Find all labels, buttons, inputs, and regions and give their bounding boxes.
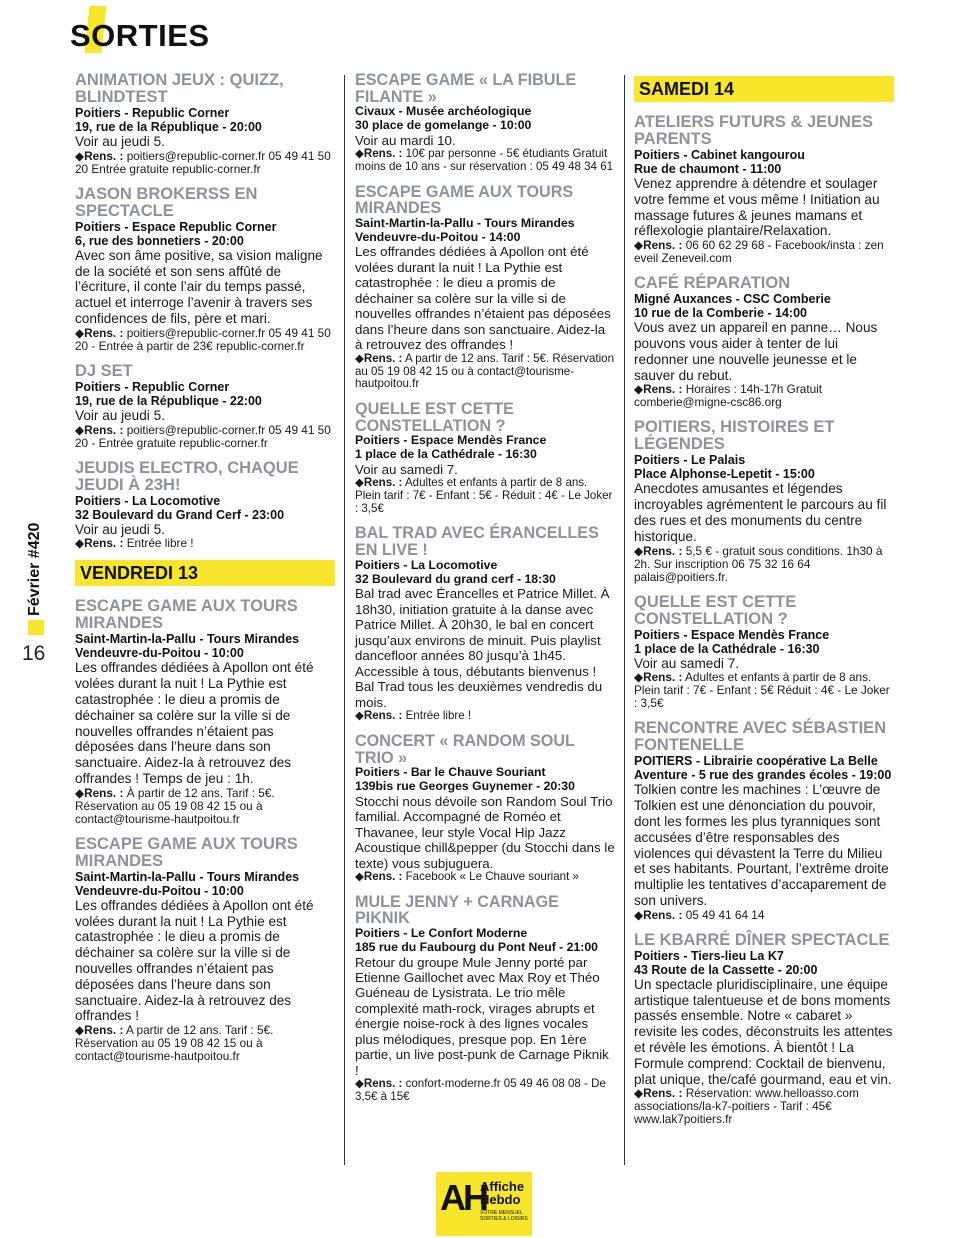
event-description: Vous avez un appareil en panne… Nous pouvons vous aider à tenter de lui redonner une nouvelle jeunesse et le sauver du rebut. [634, 320, 878, 383]
event-description: Un spectacle pluridisciplinaire, une équipe artistique talentueuse et de bons moments passés ensemble. Notre « cabaret » revisite les codes, déconstruits les attentes et révèle les émotions. À bientôt ! La Formule comprend: Cocktail de bienvenu, plat unique, the/café gourmand, eau et vin. [634, 976, 893, 1087]
event-venue: Saint-Martin-la-Pallu - Tours Mirandes [75, 632, 300, 647]
event-title: QUELLE EST CETTE CONSTELLATION ? [634, 592, 797, 628]
event-address-time: 32 Boulevard du Grand Cerf - 23:00 [75, 507, 285, 522]
event-description: Bal trad avec Érancelles et Patrice Millet. À 18h30, initiation gratuite à la danse avec Patrice Millet. À 20h30, le bal en concert jusqu’aux environs de minuit. Puis playlist dancefloor années 80 jusqu’à 1h45. Accessible à tous, débutants bienvenus ! Bal Trad tous les deuxièmes vendredis du mois. [355, 586, 610, 710]
event-venue: Poitiers - Bar le Chauve Souriant [355, 765, 546, 780]
event-description: Les offrandes dédiées à Apollon ont été volées durant la nuit ! La Pythie est catastrophée : le dieu a promis de déchainer sa colère sur la ville si de nouvelles offrandes n’étaient pas déposées dans l’heure dans son sanctuaire. Aidez-la à retrouvez des offrandes ! Temps de jeu : 1h. [75, 660, 314, 786]
event-description: Voir au samedi 7. [355, 461, 458, 477]
event-info [355, 871, 615, 884]
event-address-time: 19, rue de la République - 22:00 [75, 393, 262, 408]
event-listing [634, 275, 894, 409]
event-listing [355, 733, 615, 884]
info-label: ◆Rens. : [355, 352, 403, 365]
event-title: ESCAPE GAME AUX TOURS MIRANDES [75, 597, 298, 633]
event-title: JASON BROKERSS EN SPECTACLE [75, 184, 258, 220]
event-description: Les offrandes dédiées à Apollon ont été volées durant la nuit ! La Pythie est catastrophée : le dieu a promis de déchainer sa colère sur la ville si de nouvelles offrandes n’étaient pas déposées dans l’heure dans son sanctuaire. Aidez-la à retrouvez des offrandes ! [355, 244, 611, 353]
event-listing [634, 932, 894, 1127]
section-title: SORTIES [70, 18, 210, 53]
event-description: Les offrandes dédiées à Apollon ont été volées durant la nuit ! La Pythie est catastrophée : le dieu a promis de déchainer sa colère sur la ville si de nouvelles offrandes n’étaient pas déposées dans l’heure dans son sanctuaire. Aidez-la à retrouvez des offrandes ! [75, 897, 314, 1024]
event-info [634, 383, 894, 409]
event-venue: Poitiers - Espace Mendès France [634, 627, 830, 642]
event-description: Tolkien contre les machines : L’œuvre de Tolkien est une dénonciation du pouvoir, dont les formes les plus tyranniques sont accusées d’être responsables des violences qui dévastent la Terre du Milieu et ses habitants. Pourtant, l’extrême droite multiplie les tentatives d’accaparement de son univers. [634, 782, 889, 908]
page-number: 16 [22, 642, 46, 665]
event-info [634, 545, 894, 584]
event-listing [355, 72, 615, 174]
event-title: DJ SET [75, 361, 133, 380]
event-address-time: 43 Route de la Cassette - 20:00 [634, 962, 818, 977]
event-description: Voir au jeudi 5. [75, 407, 165, 423]
event-venue: Saint-Martin-la-Pallu - Tours Mirandes [355, 216, 575, 231]
info-text: Adultes et enfants à partir de 8 ans. Plein tarif : 7€ - Enfant : 5€ - Réduit : 4€ - Le Joker : 3,5€ [355, 477, 613, 515]
event-listing [75, 460, 335, 551]
event-venue: Poitiers - La Locomotive [355, 557, 498, 572]
info-label: ◆Rens. : [355, 710, 403, 723]
info-label: ◆Rens. : [75, 148, 124, 163]
event-title: MULE JENNY + CARNAGE PIKNIK [355, 892, 559, 928]
column-divider-1 [344, 75, 345, 1165]
info-text: poitiers@republic-corner.fr 05 49 41 50 20 Entrée gratuite republic-corner.fr [75, 148, 331, 176]
event-venue: Poitiers - La Locomotive [75, 493, 221, 508]
event-address-time: 30 place de gomelange - 10:00 [355, 118, 532, 133]
event-description: Voir au jeudi 5. [75, 134, 165, 149]
day-heading: VENDREDI 13 [75, 560, 335, 586]
event-info [75, 327, 335, 353]
logo-line-1: Affiche [480, 1179, 525, 1194]
info-text: confort-moderne.fr 05 49 46 08 08 - De 3,5€ à 15€ [355, 1078, 606, 1104]
info-label: ◆Rens. : [634, 907, 683, 922]
event-venue: POITIERS - Librairie coopérative La Belle Aventure - 5 rue des grandes écoles - 19:00 [634, 754, 892, 783]
info-text: Entrée libre ! [126, 536, 194, 551]
info-text: À partir de 12 ans. Tarif : 5€. Réservation au 05 19 08 42 15 ou à contact@tourisme-hautpoitou.fr [75, 785, 275, 826]
event-venue: Poitiers - Espace Mendès France [355, 433, 547, 448]
event-info [355, 1078, 615, 1103]
day-heading: SAMEDI 14 [634, 76, 894, 102]
event-info [355, 710, 615, 723]
event-info [75, 150, 335, 176]
event-listing [634, 594, 894, 711]
event-venue: Poitiers - Republic Corner [75, 106, 230, 120]
event-info [75, 424, 335, 450]
event-listing [634, 720, 894, 921]
info-label: ◆Rens. : [355, 477, 403, 490]
event-venue: Saint-Martin-la-Pallu - Tours Mirandes [75, 869, 300, 884]
listing-column-2 [355, 72, 615, 1114]
listing-column-3 [634, 72, 894, 1136]
event-address-time: Vendeuvre-du-Poitou - 14:00 [355, 229, 521, 244]
listing-column-1 [75, 72, 335, 1073]
section-header [70, 6, 210, 56]
info-label: ◆Rens. : [75, 785, 124, 800]
info-label: ◆Rens. : [355, 148, 403, 161]
info-text: 05 49 41 64 14 [685, 907, 765, 922]
info-text: A partir de 12 ans. Tarif : 5€. Réservation au 05 19 08 42 15 ou à contact@tourisme-hautpoitou.fr [75, 1023, 274, 1064]
event-address-time: 32 Boulevard du grand cerf - 18:30 [355, 571, 556, 586]
event-listing [75, 72, 335, 176]
event-venue: Poitiers - Republic Corner [75, 379, 230, 394]
event-description: Venez apprendre à détendre et soulager votre femme et vous même ! Initiation au massage futures & jeunes mamans et réflexologie plantaire/Relaxation. [634, 176, 880, 239]
event-venue: Poitiers - Espace Republic Corner [75, 219, 277, 234]
event-description: Stocchi nous dévoile son Random Soul Trio familial. Accompagné de Roméo et Thavanee, leur style Vocal Hip Jazz Acoustique chill&pepper (du Stocchi dans le texte) vous subjuguera. [355, 793, 615, 871]
event-address-time: Rue de chaumont - 11:00 [634, 162, 782, 176]
event-title: ESCAPE GAME AUX TOURS MIRANDES [355, 182, 574, 218]
event-description: Retour du groupe Mule Jenny porté par Etienne Gaillochet avec Max Roy et Théo Guéneau de Lysistrata. Le trio mêle complexité math-rock, virages abrupts et énergie noise-rock à des lignes vocales plus mélodiques, presque pop. En 1ère partie, un live post-punk de Carnage Piknik ! [355, 954, 609, 1078]
event-title: ESCAPE GAME AUX TOURS MIRANDES [75, 834, 298, 870]
event-info [75, 787, 335, 826]
info-label: ◆Rens. : [75, 536, 124, 551]
event-address-time: 1 place de la Cathédrale - 16:30 [355, 447, 537, 462]
info-label: ◆Rens. : [355, 871, 403, 884]
event-venue: Poitiers - Tiers-lieu La K7 [634, 948, 784, 963]
event-venue: Poitiers - Le Confort Moderne [355, 926, 528, 941]
logo-tagline: VOTRE MENSUEL SORTIES & LOISIRS [480, 1210, 528, 1222]
info-text: Entrée libre ! [405, 710, 472, 723]
event-info [634, 1087, 894, 1126]
event-listing [634, 419, 894, 583]
column-divider-2 [624, 75, 625, 1165]
info-text: 10€ par personne - 5€ étudiants Gratuit moins de 10 ans - sur réservation : 05 49 48 34 61 [355, 148, 614, 173]
event-description: Anecdotes amusantes et légendes incroyables agrémentent le parcours au fil des rues et des monuments du centre historique. [634, 481, 887, 544]
info-text: 06 60 62 29 68 - Facebook/insta : zen eveil Zeneveil.com [634, 238, 884, 266]
event-info [634, 671, 894, 710]
info-text: poitiers@republic-corner.fr 05 49 41 50 20 - Entrée à partir de 23€ republic-corner.fr [75, 325, 331, 353]
info-label: ◆Rens. : [75, 1023, 124, 1038]
issue-label: Février #420 [26, 522, 43, 616]
event-address-time: 185 rue du Faubourg du Pont Neuf - 21:00 [355, 939, 598, 954]
info-label: ◆Rens. : [75, 422, 124, 437]
event-listing [75, 836, 335, 1063]
event-title: CONCERT « RANDOM SOUL TRIO » [355, 731, 575, 767]
event-title: LE KBARRÉ DÎNER SPECTACLE [634, 930, 890, 949]
info-text: Horaires : 14h-17h Gratuit comberie@migne-csc86.org [634, 382, 823, 410]
event-address-time: Vendeuvre-du-Poitou - 10:00 [75, 646, 244, 661]
event-address-time: 6, rue des bonnetiers - 20:00 [75, 233, 244, 248]
event-venue: Poitiers - Le Palais [634, 453, 746, 468]
event-title: CAFÉ RÉPARATION [634, 274, 791, 293]
event-title: POITIERS, HISTOIRES ET LÉGENDES [634, 418, 835, 454]
affiche-hebdo-logo [436, 1172, 532, 1236]
event-info [355, 477, 615, 515]
info-label: ◆Rens. : [634, 238, 683, 253]
info-label: ◆Rens. : [634, 543, 683, 558]
event-venue: Migné Auxances - CSC Comberie [634, 292, 831, 307]
info-text: Adultes et enfants à partir de 8 ans. Plein tarif : 7€ - Enfant : 5€ Réduit : 4€ - Le Joker : 3,5€ [634, 670, 890, 711]
info-text: Facebook « Le Chauve souriant » [405, 871, 579, 884]
event-info [634, 909, 894, 922]
event-address-time: 19, rue de la République - 20:00 [75, 120, 262, 134]
info-text: 5,5 € - gratuit sous conditions. 1h30 à 2h. Sur inscription 06 75 32 16 64 palais@poitiers.fr. [634, 543, 883, 584]
event-description: Avec son âme positive, sa vision maligne de la société et son sens affûté de l’écriture, il conte l’air du temps passé, actuel et interroge l’avenir à travers ses confidences de fils, père et mari. [75, 247, 323, 326]
event-address-time: Place Alphonse-Lepetit - 15:00 [634, 467, 815, 482]
event-address-time: 10 rue de la Comberie - 14:00 [634, 306, 807, 321]
event-title: QUELLE EST CETTE CONSTELLATION ? [355, 400, 514, 435]
event-title: BAL TRAD AVEC ÉRANCELLES EN LIVE ! [355, 524, 599, 560]
event-listing [75, 363, 335, 450]
event-listing [355, 525, 615, 722]
logo-line-2: Hebdo [480, 1192, 521, 1207]
event-venue: Civaux - Musée archéologique [355, 104, 532, 119]
event-title: ANIMATION JEUX : QUIZZ, BLINDTEST [75, 71, 284, 106]
event-listing [355, 894, 615, 1104]
info-label: ◆Rens. : [634, 1086, 683, 1101]
event-listing [355, 184, 615, 391]
event-info [355, 353, 615, 391]
event-address-time: 1 place de la Cathédrale - 16:30 [634, 641, 820, 656]
event-title: JEUDIS ELECTRO, CHAQUE JEUDI À 23H! [75, 458, 299, 494]
event-listing [75, 598, 335, 825]
info-label: ◆Rens. : [355, 1078, 403, 1091]
event-venue: Poitiers - Cabinet kangourou [634, 148, 805, 162]
event-title: RENCONTRE AVEC SÉBASTIEN FONTENELLE [634, 719, 887, 755]
event-title: ATELIERS FUTURS & JEUNES PARENTS [634, 113, 873, 148]
info-text: Réservation: www.helloasso.com associations/la-k7-poitiers - Tarif : 45€ www.lak7poitiers.fr [634, 1086, 859, 1127]
event-info [634, 239, 894, 265]
event-title: ESCAPE GAME « LA FIBULE FILANTE » [355, 71, 577, 106]
event-info [355, 148, 615, 173]
event-listing [75, 186, 335, 353]
event-address-time: Vendeuvre-du-Poitou - 10:00 [75, 883, 244, 898]
folio-accent [28, 620, 44, 635]
event-description: Voir au mardi 10. [355, 132, 456, 148]
info-text: poitiers@republic-corner.fr 05 49 41 50 20 - Entrée gratuite republic-corner.fr [75, 422, 331, 450]
event-address-time: 139bis rue Georges Guynemer - 20:30 [355, 778, 575, 793]
event-listing [634, 114, 894, 265]
info-label: ◆Rens. : [634, 382, 683, 397]
event-listing [355, 401, 615, 515]
event-info [75, 1024, 335, 1063]
page-folio [22, 520, 52, 670]
info-label: ◆Rens. : [634, 670, 683, 685]
logo-mark: AH [440, 1177, 486, 1218]
event-info [75, 537, 335, 550]
event-description: Voir au samedi 7. [634, 655, 740, 671]
info-label: ◆Rens. : [75, 325, 124, 340]
info-text: A partir de 12 ans. Tarif : 5€. Réservation au 05 19 08 42 15 ou à contact@tourisme-hautpoitou.fr [355, 352, 614, 391]
event-description: Voir au jeudi 5. [75, 521, 165, 537]
